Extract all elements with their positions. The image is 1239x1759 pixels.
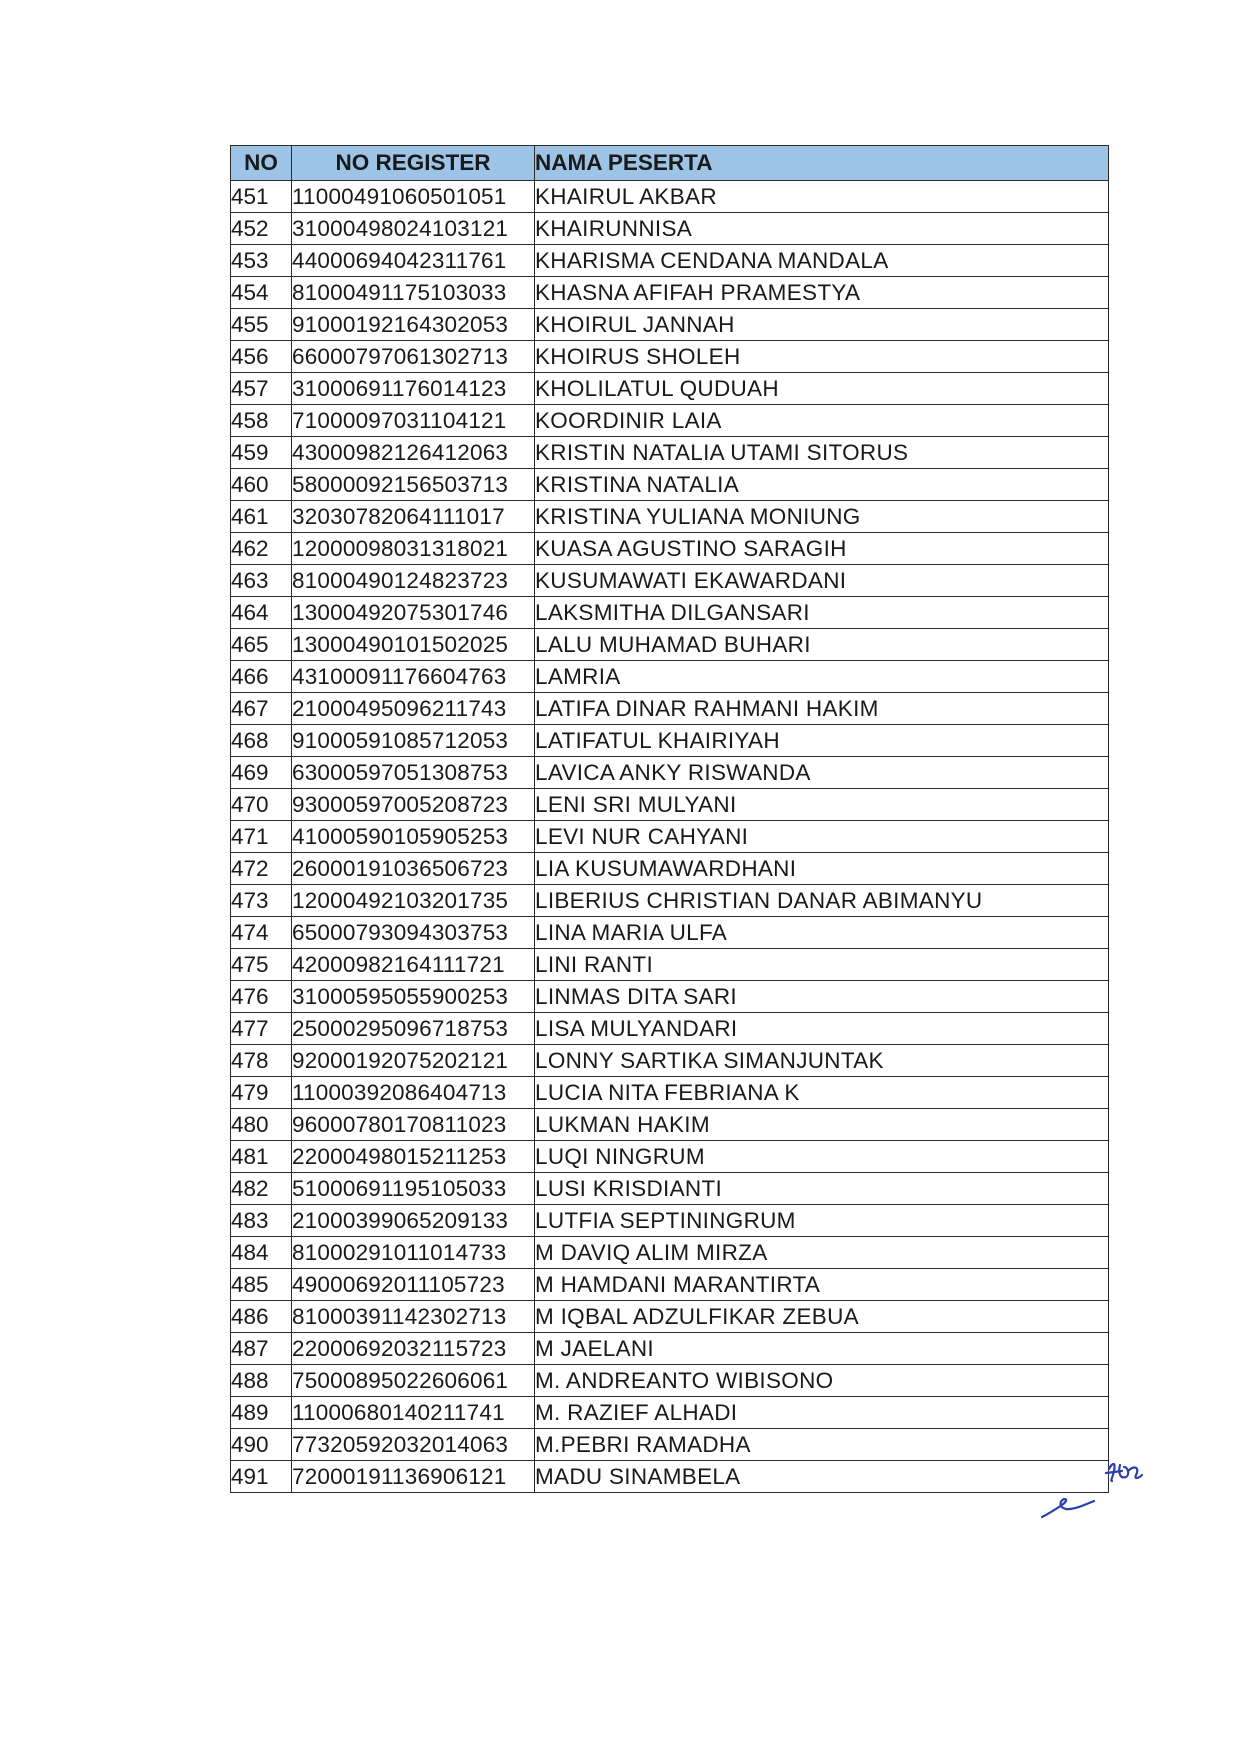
register-number: 63000597051308753 [292,757,535,789]
participant-name: LIA KUSUMAWARDHANI [535,853,1109,885]
participant-name: KHAIRUNNISA [535,213,1109,245]
participant-name: LISA MULYANDARI [535,1013,1109,1045]
row-number: 453 [231,245,292,277]
participant-name: M IQBAL ADZULFIKAR ZEBUA [535,1301,1109,1333]
row-number: 491 [231,1461,292,1493]
participant-name: LUQI NINGRUM [535,1141,1109,1173]
register-number: 65000793094303753 [292,917,535,949]
participant-name: KHASNA AFIFAH PRAMESTYA [535,277,1109,309]
register-number: 13000490101502025 [292,629,535,661]
table-row [231,501,1109,533]
participant-name: LINA MARIA ULFA [535,917,1109,949]
table-row [231,821,1109,853]
row-number: 466 [231,661,292,693]
register-number: 31000691176014123 [292,373,535,405]
table-row [231,1205,1109,1237]
register-number: 31000498024103121 [292,213,535,245]
register-number: 49000692011105723 [292,1269,535,1301]
table-row [231,341,1109,373]
register-number: 11000491060501051 [292,181,535,213]
row-number: 455 [231,309,292,341]
row-number: 490 [231,1429,292,1461]
table-row [231,1077,1109,1109]
participant-name: LAMRIA [535,661,1109,693]
participant-name: KHOIRUL JANNAH [535,309,1109,341]
table-row [231,565,1109,597]
participant-name: LINMAS DITA SARI [535,981,1109,1013]
register-number: 12000492103201735 [292,885,535,917]
row-number: 461 [231,501,292,533]
row-number: 468 [231,725,292,757]
row-number: 458 [231,405,292,437]
participant-name: LEVI NUR CAHYANI [535,821,1109,853]
register-number: 81000291011014733 [292,1237,535,1269]
register-number: 93000597005208723 [292,789,535,821]
row-number: 479 [231,1077,292,1109]
register-number: 75000895022606061 [292,1365,535,1397]
table-row [231,1173,1109,1205]
participant-name: KUSUMAWATI EKAWARDANI [535,565,1109,597]
register-number: 92000192075202121 [292,1045,535,1077]
handwritten-signature [1036,1455,1146,1525]
participant-name: LAVICA ANKY RISWANDA [535,757,1109,789]
table-row [231,1045,1109,1077]
row-number: 486 [231,1301,292,1333]
participant-name: M JAELANI [535,1333,1109,1365]
row-number: 463 [231,565,292,597]
participant-name: M DAVIQ ALIM MIRZA [535,1237,1109,1269]
row-number: 465 [231,629,292,661]
register-number: 91000192164302053 [292,309,535,341]
participant-name: MADU SINAMBELA [535,1461,1109,1493]
register-number: 91000591085712053 [292,725,535,757]
row-number: 475 [231,949,292,981]
table-row [231,885,1109,917]
row-number: 469 [231,757,292,789]
register-number: 96000780170811023 [292,1109,535,1141]
row-number: 451 [231,181,292,213]
register-number: 11000680140211741 [292,1397,535,1429]
register-number: 22000692032115723 [292,1333,535,1365]
table-row [231,853,1109,885]
table-row [231,1109,1109,1141]
participant-name: M HAMDANI MARANTIRTA [535,1269,1109,1301]
row-number: 481 [231,1141,292,1173]
participant-name: LAKSMITHA DILGANSARI [535,597,1109,629]
row-number: 470 [231,789,292,821]
register-number: 43100091176604763 [292,661,535,693]
row-number: 452 [231,213,292,245]
participant-name: LINI RANTI [535,949,1109,981]
row-number: 473 [231,885,292,917]
row-number: 484 [231,1237,292,1269]
participant-name: LIBERIUS CHRISTIAN DANAR ABIMANYU [535,885,1109,917]
table-row [231,309,1109,341]
table-row [231,1365,1109,1397]
register-number: 32030782064111017 [292,501,535,533]
participant-name: LENI SRI MULYANI [535,789,1109,821]
register-number: 25000295096718753 [292,1013,535,1045]
register-number: 81000490124823723 [292,565,535,597]
register-number: 41000590105905253 [292,821,535,853]
row-number: 487 [231,1333,292,1365]
row-number: 488 [231,1365,292,1397]
row-number: 460 [231,469,292,501]
register-number: 81000491175103033 [292,277,535,309]
table-row [231,469,1109,501]
register-number: 42000982164111721 [292,949,535,981]
table-row [231,1397,1109,1429]
table-row [231,1237,1109,1269]
participant-name: LATIFA DINAR RAHMANI HAKIM [535,693,1109,725]
register-number: 26000191036506723 [292,853,535,885]
table-row [231,629,1109,661]
table-row [231,597,1109,629]
table-body [231,181,1109,1493]
row-number: 462 [231,533,292,565]
register-number: 31000595055900253 [292,981,535,1013]
table-row [231,437,1109,469]
register-number: 66000797061302713 [292,341,535,373]
register-number: 72000191136906121 [292,1461,535,1493]
table-row [231,661,1109,693]
table-row [231,693,1109,725]
table-row [231,1141,1109,1173]
register-number: 12000098031318021 [292,533,535,565]
row-number: 476 [231,981,292,1013]
column-header-register: NO REGISTER [292,146,535,181]
table-row [231,917,1109,949]
register-number: 51000691195105033 [292,1173,535,1205]
participant-name: LONNY SARTIKA SIMANJUNTAK [535,1045,1109,1077]
row-number: 474 [231,917,292,949]
row-number: 477 [231,1013,292,1045]
participant-name: KUASA AGUSTINO SARAGIH [535,533,1109,565]
register-number: 43000982126412063 [292,437,535,469]
register-number: 77320592032014063 [292,1429,535,1461]
table-row [231,373,1109,405]
participant-name: KHOIRUS SHOLEH [535,341,1109,373]
row-number: 489 [231,1397,292,1429]
participant-name: KRISTIN NATALIA UTAMI SITORUS [535,437,1109,469]
participant-name: KRISTINA YULIANA MONIUNG [535,501,1109,533]
table-row [231,1333,1109,1365]
participant-table [230,145,1109,1493]
table-row [231,533,1109,565]
table-row [231,1013,1109,1045]
row-number: 471 [231,821,292,853]
register-number: 58000092156503713 [292,469,535,501]
row-number: 478 [231,1045,292,1077]
table-row [231,405,1109,437]
participant-name: LUSI KRISDIANTI [535,1173,1109,1205]
row-number: 482 [231,1173,292,1205]
participant-name: KOORDINIR LAIA [535,405,1109,437]
register-number: 81000391142302713 [292,1301,535,1333]
row-number: 480 [231,1109,292,1141]
register-number: 21000399065209133 [292,1205,535,1237]
table-row [231,725,1109,757]
row-number: 454 [231,277,292,309]
row-number: 472 [231,853,292,885]
table-row [231,949,1109,981]
participant-name: KHOLILATUL QUDUAH [535,373,1109,405]
column-header-no: NO [231,146,292,181]
table-row [231,277,1109,309]
register-number: 11000392086404713 [292,1077,535,1109]
table-header-row [231,146,1109,181]
participant-name: LUTFIA SEPTININGRUM [535,1205,1109,1237]
participant-name: M.PEBRI RAMADHA [535,1429,1109,1461]
table-row [231,981,1109,1013]
table-row [231,757,1109,789]
participant-name: M. RAZIEF ALHADI [535,1397,1109,1429]
participant-name: LUKMAN HAKIM [535,1109,1109,1141]
register-number: 44000694042311761 [292,245,535,277]
table-row [231,245,1109,277]
table-row [231,1269,1109,1301]
table-row [231,1461,1109,1493]
participant-name: KHAIRUL AKBAR [535,181,1109,213]
table-row [231,1301,1109,1333]
row-number: 467 [231,693,292,725]
table-row [231,213,1109,245]
register-number: 21000495096211743 [292,693,535,725]
register-number: 22000498015211253 [292,1141,535,1173]
participant-name: LATIFATUL KHAIRIYAH [535,725,1109,757]
row-number: 483 [231,1205,292,1237]
row-number: 457 [231,373,292,405]
participant-name: LUCIA NITA FEBRIANA K [535,1077,1109,1109]
table-row [231,789,1109,821]
row-number: 456 [231,341,292,373]
table-row [231,181,1109,213]
row-number: 459 [231,437,292,469]
participant-name: M. ANDREANTO WIBISONO [535,1365,1109,1397]
participant-name: LALU MUHAMAD BUHARI [535,629,1109,661]
register-number: 13000492075301746 [292,597,535,629]
row-number: 485 [231,1269,292,1301]
row-number: 464 [231,597,292,629]
table-row [231,1429,1109,1461]
column-header-name: NAMA PESERTA [535,146,1109,181]
participant-name: KHARISMA CENDANA MANDALA [535,245,1109,277]
register-number: 71000097031104121 [292,405,535,437]
participant-name: KRISTINA NATALIA [535,469,1109,501]
